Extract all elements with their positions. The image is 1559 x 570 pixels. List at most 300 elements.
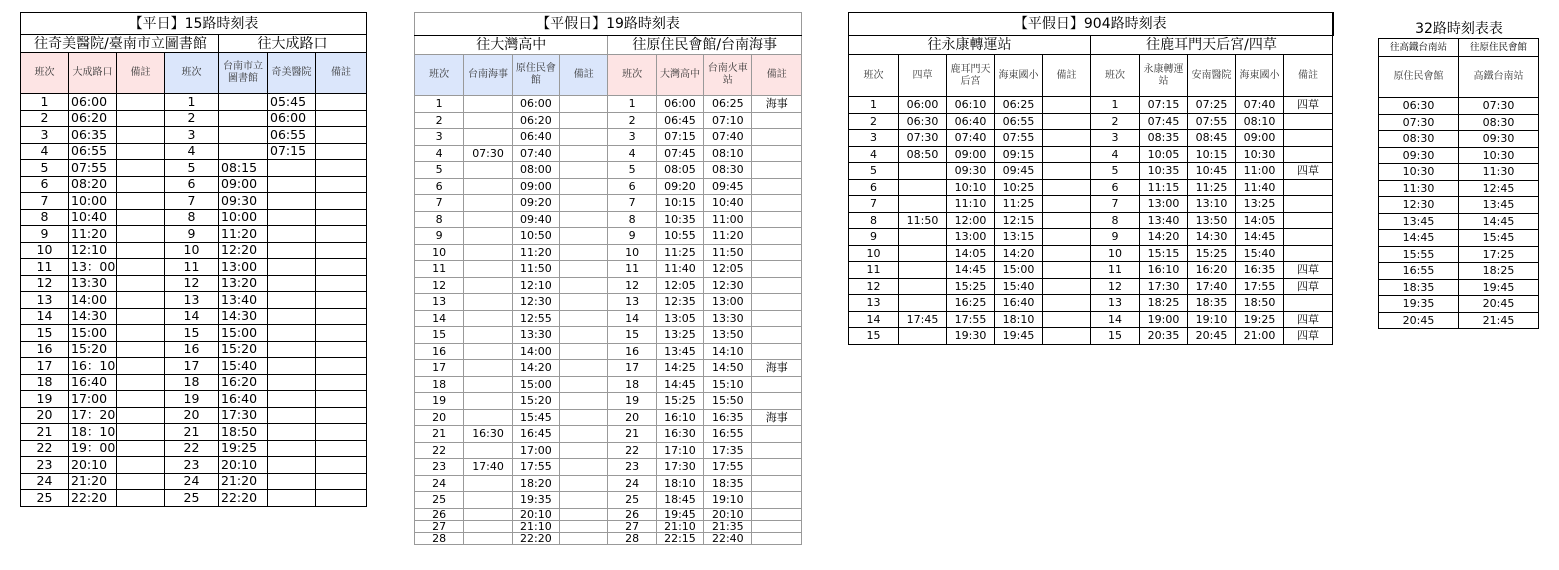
- table-cell: [219, 143, 268, 160]
- table-cell: 06:00: [512, 96, 559, 113]
- table-cell: 5: [21, 160, 69, 177]
- table-cell: 6: [1091, 179, 1140, 196]
- table-cell: 10: [608, 244, 656, 261]
- table-row: [849, 130, 1333, 147]
- table-cell: 11: [1091, 262, 1140, 279]
- table-cell: [268, 275, 316, 292]
- table-cell: 15:20: [69, 341, 117, 358]
- table-cell: 14:45: [1236, 229, 1284, 246]
- table-cell: 11:30: [1379, 180, 1459, 197]
- table-cell: [899, 328, 947, 345]
- route19-header-1: 台南海事: [464, 55, 512, 96]
- table-cell: 16:30: [656, 426, 703, 443]
- table-cell: 13:25: [656, 327, 703, 344]
- table-cell: 08:30: [1459, 114, 1539, 131]
- table-cell: 20:45: [1188, 328, 1236, 345]
- table-cell: 11:25: [995, 196, 1043, 213]
- table-cell: 13:00: [704, 294, 752, 311]
- table-cell: 06:30: [899, 113, 947, 130]
- route19-dir-right: 往原住民會館/台南海事: [608, 36, 802, 55]
- table-cell: 9: [608, 228, 656, 245]
- table-cell: 12:10: [69, 242, 117, 259]
- table-cell: [1284, 229, 1333, 246]
- table-cell: [117, 341, 165, 358]
- table-cell: [219, 127, 268, 144]
- table-cell: 17：20: [69, 407, 117, 424]
- route15-timetable: [20, 12, 367, 507]
- route904-dir-left: 往永康轉運站: [849, 36, 1091, 55]
- table-cell: 18:25: [1140, 295, 1188, 312]
- table-cell: 14:45: [947, 262, 995, 279]
- table-cell: 08:50: [899, 146, 947, 163]
- table-cell: 06:40: [947, 113, 995, 130]
- table-cell: 四草: [1284, 311, 1333, 328]
- table-cell: [464, 327, 512, 344]
- table-cell: 7: [415, 195, 464, 212]
- table-cell: 15:40: [995, 278, 1043, 295]
- table-cell: 14:30: [219, 308, 268, 325]
- table-cell: 14:20: [512, 360, 559, 377]
- table-cell: 12: [608, 277, 656, 294]
- table-cell: 16:35: [1236, 262, 1284, 279]
- table-cell: 08:35: [1140, 130, 1188, 147]
- table-cell: 28: [415, 532, 464, 544]
- table-cell: [752, 442, 802, 459]
- table-row: [21, 440, 367, 457]
- table-cell: [560, 162, 608, 179]
- table-cell: 08:00: [512, 162, 559, 179]
- table-row: [1379, 180, 1539, 197]
- table-row: [1379, 263, 1539, 280]
- table-cell: 12:35: [656, 294, 703, 311]
- route904-header-4: 備註: [1043, 55, 1091, 97]
- table-cell: 7: [608, 195, 656, 212]
- table-cell: 8: [608, 211, 656, 228]
- table-cell: 14:05: [947, 245, 995, 262]
- table-cell: 15: [608, 327, 656, 344]
- table-row: [415, 96, 802, 113]
- table-row: [849, 262, 1333, 279]
- table-cell: 18:50: [219, 424, 268, 441]
- table-cell: 12:05: [704, 261, 752, 278]
- table-cell: 15:00: [219, 325, 268, 342]
- table-row: [849, 245, 1333, 262]
- table-cell: 07:15: [1140, 97, 1188, 114]
- table-cell: 17:45: [899, 311, 947, 328]
- route32-header-1: 高鐵台南站: [1459, 57, 1539, 98]
- table-cell: 13:00: [219, 259, 268, 276]
- table-cell: 19:35: [512, 492, 559, 509]
- table-row: [21, 490, 367, 507]
- table-cell: 15:20: [219, 341, 268, 358]
- table-cell: 15: [21, 325, 69, 342]
- table-cell: 19:30: [947, 328, 995, 345]
- table-cell: 14: [21, 308, 69, 325]
- table-cell: 15:25: [656, 393, 703, 410]
- table-cell: 10:00: [219, 209, 268, 226]
- table-cell: [268, 490, 316, 507]
- table-cell: 17:25: [1459, 246, 1539, 263]
- table-cell: 17:40: [464, 459, 512, 476]
- table-cell: [560, 195, 608, 212]
- table-cell: [117, 424, 165, 441]
- table-cell: 16:40: [219, 391, 268, 408]
- table-cell: 10:10: [947, 179, 995, 196]
- table-cell: 19:45: [1459, 279, 1539, 296]
- table-cell: [752, 244, 802, 261]
- table-cell: 10: [165, 242, 219, 259]
- table-row: [849, 163, 1333, 180]
- table-cell: 20:10: [704, 508, 752, 520]
- table-cell: [316, 391, 367, 408]
- table-cell: 1: [21, 94, 69, 111]
- table-cell: 10:25: [995, 179, 1043, 196]
- table-cell: 21:00: [1236, 328, 1284, 345]
- table-row: [415, 360, 802, 377]
- table-cell: 09:20: [512, 195, 559, 212]
- table-cell: 08:10: [1236, 113, 1284, 130]
- table-cell: 1: [608, 96, 656, 113]
- table-cell: [1043, 245, 1091, 262]
- table-cell: 19:35: [1379, 296, 1459, 313]
- table-cell: 16:55: [704, 426, 752, 443]
- table-cell: [560, 294, 608, 311]
- table-cell: 19: [21, 391, 69, 408]
- table-cell: 21: [21, 424, 69, 441]
- table-cell: 07:10: [704, 112, 752, 129]
- table-cell: 21: [608, 426, 656, 443]
- table-cell: 11:20: [219, 226, 268, 243]
- table-cell: 27: [415, 520, 464, 532]
- table-cell: [464, 195, 512, 212]
- table-cell: 09:00: [947, 146, 995, 163]
- table-cell: 5: [165, 160, 219, 177]
- table-cell: 19:45: [656, 508, 703, 520]
- table-cell: 09:20: [656, 178, 703, 195]
- table-cell: 12:30: [1379, 197, 1459, 214]
- route32-dir-left: 往高鐵台南站: [1379, 39, 1459, 57]
- table-cell: 12:20: [219, 242, 268, 259]
- table-cell: [117, 473, 165, 490]
- table-cell: 17:30: [1140, 278, 1188, 295]
- table-row: [1379, 230, 1539, 247]
- table-cell: 17:55: [947, 311, 995, 328]
- table-cell: 7: [165, 193, 219, 210]
- table-cell: 3: [415, 129, 464, 146]
- table-cell: [464, 178, 512, 195]
- table-cell: 10:40: [69, 209, 117, 226]
- table-cell: 3: [608, 129, 656, 146]
- table-cell: [316, 358, 367, 375]
- table-cell: 11: [165, 259, 219, 276]
- table-cell: 10:15: [656, 195, 703, 212]
- table-cell: [560, 129, 608, 146]
- table-cell: 9: [1091, 229, 1140, 246]
- table-cell: [117, 226, 165, 243]
- table-cell: [464, 211, 512, 228]
- table-cell: [752, 459, 802, 476]
- table-cell: 16:30: [464, 426, 512, 443]
- table-cell: 06:45: [656, 112, 703, 129]
- table-row: [849, 229, 1333, 246]
- table-row: [1379, 246, 1539, 263]
- table-cell: 16:55: [1379, 263, 1459, 280]
- table-cell: 21:10: [656, 520, 703, 532]
- table-cell: 13: [415, 294, 464, 311]
- table-cell: 17:35: [704, 442, 752, 459]
- table-row: [21, 193, 367, 210]
- table-cell: 07:55: [1188, 113, 1236, 130]
- table-row: [415, 492, 802, 509]
- route19-header-3: 備註: [560, 55, 608, 96]
- table-cell: 20:35: [1140, 328, 1188, 345]
- table-row: [415, 343, 802, 360]
- table-cell: 5: [415, 162, 464, 179]
- table-cell: [752, 129, 802, 146]
- table-cell: 17:40: [1188, 278, 1236, 295]
- table-cell: 19: [165, 391, 219, 408]
- table-cell: 08:15: [219, 160, 268, 177]
- table-cell: [464, 343, 512, 360]
- table-cell: [316, 407, 367, 424]
- table-cell: [268, 457, 316, 474]
- table-cell: [316, 110, 367, 127]
- table-cell: 海事: [752, 96, 802, 113]
- table-cell: 23: [165, 457, 219, 474]
- table-cell: 8: [415, 211, 464, 228]
- table-cell: [560, 261, 608, 278]
- table-cell: 24: [415, 475, 464, 492]
- table-cell: [752, 162, 802, 179]
- table-row: [849, 113, 1333, 130]
- table-cell: 四草: [1284, 262, 1333, 279]
- route15-header-1: 大成路口: [69, 53, 117, 94]
- table-cell: 10:30: [1236, 146, 1284, 163]
- table-cell: 11:10: [947, 196, 995, 213]
- table-cell: [268, 308, 316, 325]
- table-cell: [560, 112, 608, 129]
- table-cell: 16:45: [512, 426, 559, 443]
- table-cell: 四草: [1284, 163, 1333, 180]
- table-cell: [117, 325, 165, 342]
- table-cell: [560, 393, 608, 410]
- table-cell: 19:00: [1140, 311, 1188, 328]
- table-cell: 16:25: [947, 295, 995, 312]
- table-cell: [117, 160, 165, 177]
- table-cell: [316, 440, 367, 457]
- table-cell: 13:00: [1140, 196, 1188, 213]
- table-cell: [752, 426, 802, 443]
- table-cell: 16: [21, 341, 69, 358]
- table-cell: 6: [608, 178, 656, 195]
- table-cell: 2: [165, 110, 219, 127]
- table-cell: [752, 178, 802, 195]
- table-cell: 06:55: [995, 113, 1043, 130]
- table-cell: 07:30: [899, 130, 947, 147]
- table-cell: [316, 275, 367, 292]
- table-cell: 17: [608, 360, 656, 377]
- table-cell: 四草: [1284, 278, 1333, 295]
- table-row: [21, 308, 367, 325]
- table-cell: 18:25: [1459, 263, 1539, 280]
- table-cell: 17:55: [704, 459, 752, 476]
- table-cell: [268, 341, 316, 358]
- table-cell: 13:05: [656, 310, 703, 327]
- route15-title: 【平日】15路時刻表: [21, 13, 367, 35]
- table-cell: 06:00: [656, 96, 703, 113]
- table-cell: [464, 228, 512, 245]
- route32-dir-right: 往原住民會館: [1459, 39, 1539, 57]
- table-cell: 20: [21, 407, 69, 424]
- table-cell: [1043, 113, 1091, 130]
- table-cell: [464, 520, 512, 532]
- table-row: [849, 97, 1333, 114]
- table-cell: [1284, 130, 1333, 147]
- table-cell: 8: [849, 212, 899, 229]
- table-cell: [560, 343, 608, 360]
- table-cell: 07:55: [69, 160, 117, 177]
- table-cell: 07:40: [704, 129, 752, 146]
- table-cell: 25: [165, 490, 219, 507]
- table-cell: 23: [608, 459, 656, 476]
- table-cell: [560, 442, 608, 459]
- table-cell: 14:20: [995, 245, 1043, 262]
- table-cell: 4: [165, 143, 219, 160]
- table-cell: 2: [608, 112, 656, 129]
- table-cell: 11:40: [656, 261, 703, 278]
- table-cell: 08:30: [704, 162, 752, 179]
- table-cell: 18:10: [995, 311, 1043, 328]
- route19-header-5: 大灣高中: [656, 55, 703, 96]
- table-row: [415, 195, 802, 212]
- table-cell: 13: [21, 292, 69, 309]
- table-row: [21, 391, 367, 408]
- table-cell: 13:25: [1236, 196, 1284, 213]
- table-cell: 17:55: [512, 459, 559, 476]
- table-cell: 4: [849, 146, 899, 163]
- table-cell: [268, 292, 316, 309]
- table-row: [1379, 147, 1539, 164]
- table-cell: 19:25: [219, 440, 268, 457]
- table-cell: [1043, 212, 1091, 229]
- table-cell: [464, 442, 512, 459]
- table-cell: 9: [849, 229, 899, 246]
- route904-header-3: 海東國小: [995, 55, 1043, 97]
- table-cell: [1043, 163, 1091, 180]
- table-row: [1379, 164, 1539, 181]
- table-cell: [1284, 146, 1333, 163]
- table-row: [21, 226, 367, 243]
- table-cell: 09:45: [704, 178, 752, 195]
- table-cell: 6: [849, 179, 899, 196]
- table-cell: 18:35: [704, 475, 752, 492]
- table-cell: 7: [21, 193, 69, 210]
- table-cell: 12:15: [995, 212, 1043, 229]
- table-cell: 14:45: [1459, 213, 1539, 230]
- table-cell: 13:50: [1188, 212, 1236, 229]
- table-cell: 20: [165, 407, 219, 424]
- table-cell: 10:35: [656, 211, 703, 228]
- route19-header-0: 班次: [415, 55, 464, 96]
- table-cell: 4: [608, 145, 656, 162]
- table-cell: [1284, 196, 1333, 213]
- table-cell: 11: [608, 261, 656, 278]
- table-cell: 15:25: [947, 278, 995, 295]
- route32-title: 32路時刻表表: [1415, 21, 1503, 37]
- route19-header-7: 備註: [752, 55, 802, 96]
- table-row: [415, 475, 802, 492]
- table-cell: [117, 127, 165, 144]
- table-cell: [219, 94, 268, 111]
- table-cell: 2: [849, 113, 899, 130]
- route15-dir-right: 往大成路口: [219, 35, 367, 53]
- table-cell: 14: [415, 310, 464, 327]
- table-cell: 16:20: [1188, 262, 1236, 279]
- table-cell: [464, 492, 512, 509]
- table-row: [849, 311, 1333, 328]
- table-cell: [1043, 146, 1091, 163]
- table-cell: 12: [165, 275, 219, 292]
- table-cell: [268, 424, 316, 441]
- table-cell: 15:25: [1188, 245, 1236, 262]
- table-cell: [899, 278, 947, 295]
- table-cell: 06:20: [69, 110, 117, 127]
- table-cell: 13: [1091, 295, 1140, 312]
- table-cell: [316, 94, 367, 111]
- table-cell: [752, 393, 802, 410]
- table-cell: 17:30: [656, 459, 703, 476]
- table-cell: [464, 532, 512, 544]
- table-cell: 10:30: [1459, 147, 1539, 164]
- table-cell: [117, 292, 165, 309]
- table-cell: 5: [849, 163, 899, 180]
- table-cell: [752, 343, 802, 360]
- table-cell: 11:20: [69, 226, 117, 243]
- table-cell: [316, 325, 367, 342]
- table-cell: [899, 245, 947, 262]
- table-cell: 18:10: [656, 475, 703, 492]
- table-cell: 13: [608, 294, 656, 311]
- table-cell: 07:15: [268, 143, 316, 160]
- table-cell: [268, 374, 316, 391]
- route904-header-5: 班次: [1091, 55, 1140, 97]
- table-cell: [752, 145, 802, 162]
- table-row: [415, 532, 802, 544]
- table-cell: 13: [165, 292, 219, 309]
- table-row: [415, 442, 802, 459]
- table-row: [849, 179, 1333, 196]
- table-cell: [268, 440, 316, 457]
- table-cell: [117, 440, 165, 457]
- table-cell: 11:25: [656, 244, 703, 261]
- table-cell: [560, 145, 608, 162]
- table-cell: 21: [165, 424, 219, 441]
- table-cell: 22:20: [512, 532, 559, 544]
- table-cell: [316, 341, 367, 358]
- table-cell: 10:55: [656, 228, 703, 245]
- table-cell: 06:30: [1379, 98, 1459, 115]
- route904-header-8: 海東國小: [1236, 55, 1284, 97]
- table-cell: [752, 508, 802, 520]
- table-cell: [560, 520, 608, 532]
- table-cell: 14:45: [656, 376, 703, 393]
- route904-header-0: 班次: [849, 55, 899, 97]
- table-cell: 18:35: [1188, 295, 1236, 312]
- table-cell: [752, 294, 802, 311]
- table-cell: 13: [849, 295, 899, 312]
- table-row: [415, 520, 802, 532]
- table-cell: 10: [1091, 245, 1140, 262]
